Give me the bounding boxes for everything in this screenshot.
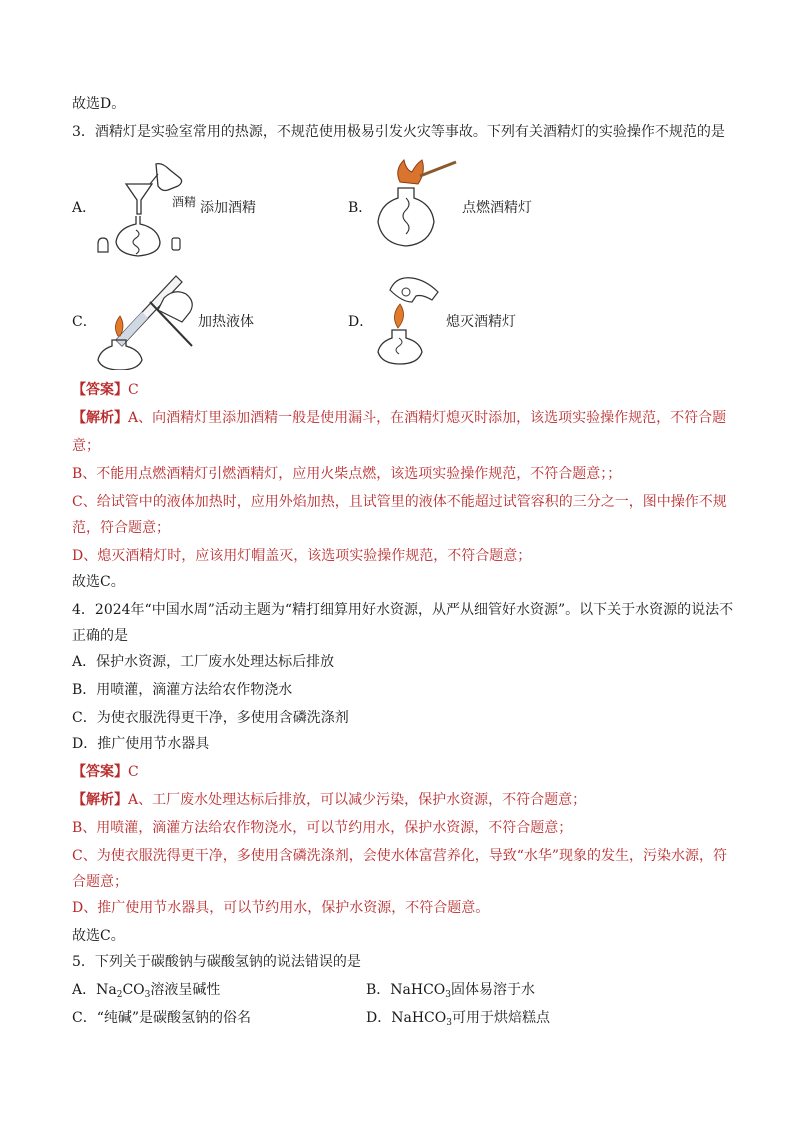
- q4-analysis-c-cont: 合题意；: [72, 874, 128, 890]
- option-b-letter: B．: [348, 200, 373, 216]
- hand-icon: [390, 278, 438, 302]
- option-a-letter: A．: [72, 200, 97, 216]
- question-4-stem: 4．2024年“中国水周”活动主题为“精打细算用好水资源，从严从细管好水资源”。以下关于水资源的说法不: [72, 602, 734, 618]
- option-d-label: 熄灭酒精灯: [446, 314, 516, 330]
- flame-icon: [398, 160, 424, 184]
- q4-answer: [72, 762, 139, 782]
- prev-conclusion: 故选D。: [72, 96, 126, 112]
- option-d-letter: D．: [348, 314, 374, 330]
- flame-icon: [115, 316, 123, 336]
- match-stick: [420, 162, 456, 176]
- q3-answer: [72, 380, 139, 400]
- q4-analysis-c: C、为使衣服洗得更干净，多使用含磷洗涤剂，会使水体富营养化，导致“水华”现象的发生，污染水源，符: [72, 848, 728, 864]
- figure-extinguish-lamp: [370, 272, 450, 368]
- flame-icon: [394, 304, 403, 328]
- bottle-label: 酒精: [172, 195, 197, 209]
- q4-option-b: B．用喷灌，滴灌方法给农作物浇水: [72, 682, 293, 698]
- funnel: [126, 184, 152, 214]
- lamp-body: [378, 330, 422, 364]
- q4-option-a: A．保护水资源，工厂废水处理达标后排放: [72, 654, 335, 670]
- q3-analysis-a-cont: 意；: [72, 438, 100, 454]
- lamp-body: [378, 188, 434, 246]
- q3-analysis-c-cont: 范，符合题意；: [72, 520, 170, 536]
- q4-analysis-b: B、用喷灌，滴灌方法给农作物浇水，可以节约用水，保护水资源，不符合题意；: [72, 820, 573, 836]
- q3-analysis-b: B、不能用点燃酒精灯引燃酒精灯，应用火柴点燃，该选项实验操作规范，不符合题意；；: [72, 466, 622, 482]
- option-a-label: 添加酒精: [200, 200, 256, 216]
- question-5-stem: 5．下列关于碳酸钠与碳酸氢钠的说法错误的是: [72, 954, 361, 970]
- answer-value: C: [128, 764, 139, 780]
- stopper: [172, 238, 180, 250]
- wick: [403, 198, 409, 234]
- option-c-label: 加热液体: [198, 314, 254, 330]
- q3-analysis-a: [72, 408, 726, 428]
- analysis-tag: 【解析】: [72, 792, 128, 808]
- question-3-stem: 3．酒精灯是实验室常用的热源，不规范使用极易引发火灾等事故。下列有关酒精灯的实验操作不规范的是: [72, 124, 725, 140]
- q4-option-d: D．推广使用节水器具: [72, 736, 210, 752]
- q4-analysis-a: [72, 790, 586, 810]
- analysis-tag: 【解析】: [72, 410, 128, 426]
- wick: [133, 230, 139, 254]
- q5-option-d: D．NaHCO$_3$可用于烘焙糕点: [366, 1010, 550, 1028]
- answer-tag: 【答案】: [72, 764, 128, 780]
- q4-analysis-d: D、推广使用节水器具，可以节约用水，保护水资源，不符合题意。: [72, 900, 490, 916]
- lamp-cap: [98, 238, 108, 252]
- option-b-label: 点燃酒精灯: [462, 200, 532, 216]
- q5-option-c: C．“纯碱”是碳酸氢钠的俗名: [72, 1010, 252, 1026]
- question-4-stem-cont: 正确的是: [72, 628, 128, 644]
- q4-conclusion: 故选C。: [72, 928, 125, 944]
- q5-option-a: A．$Na_2CO_3$溶液呈碱性: [72, 982, 221, 1000]
- option-c-letter: C．: [72, 314, 97, 330]
- answer-tag: 【答案】: [72, 382, 128, 398]
- alcohol-bottle: [156, 164, 182, 191]
- figure-heat-liquid: [94, 270, 204, 370]
- q3-conclusion: 故选C。: [72, 574, 125, 590]
- q5-option-b: B．NaHCO$_3$固体易溶于水: [366, 982, 536, 1000]
- q3-analysis-d: D、熄灭酒精灯时，应该用灯帽盖灭，该选项实验操作规范，不符合题意；: [72, 548, 532, 564]
- wick: [396, 338, 402, 354]
- q3-analysis-c: C、给试管中的液体加热时，应用外焰加热，且试管里的液体不能超过试管容积的三分之一，图中操作不规: [72, 494, 727, 510]
- q4-option-c: C．为使衣服洗得更干净，多使用含磷洗涤剂: [72, 710, 349, 726]
- analysis-text: A、向酒精灯里添加酒精一般是使用漏斗，在酒精灯熄灭时添加，该选项实验操作规范，不符合题: [128, 410, 727, 426]
- figure-light-lamp: [370, 158, 460, 254]
- answer-value: C: [128, 382, 139, 398]
- analysis-text: A、工厂废水处理达标后排放，可以减少污染，保护水资源，不符合题意；: [128, 792, 587, 808]
